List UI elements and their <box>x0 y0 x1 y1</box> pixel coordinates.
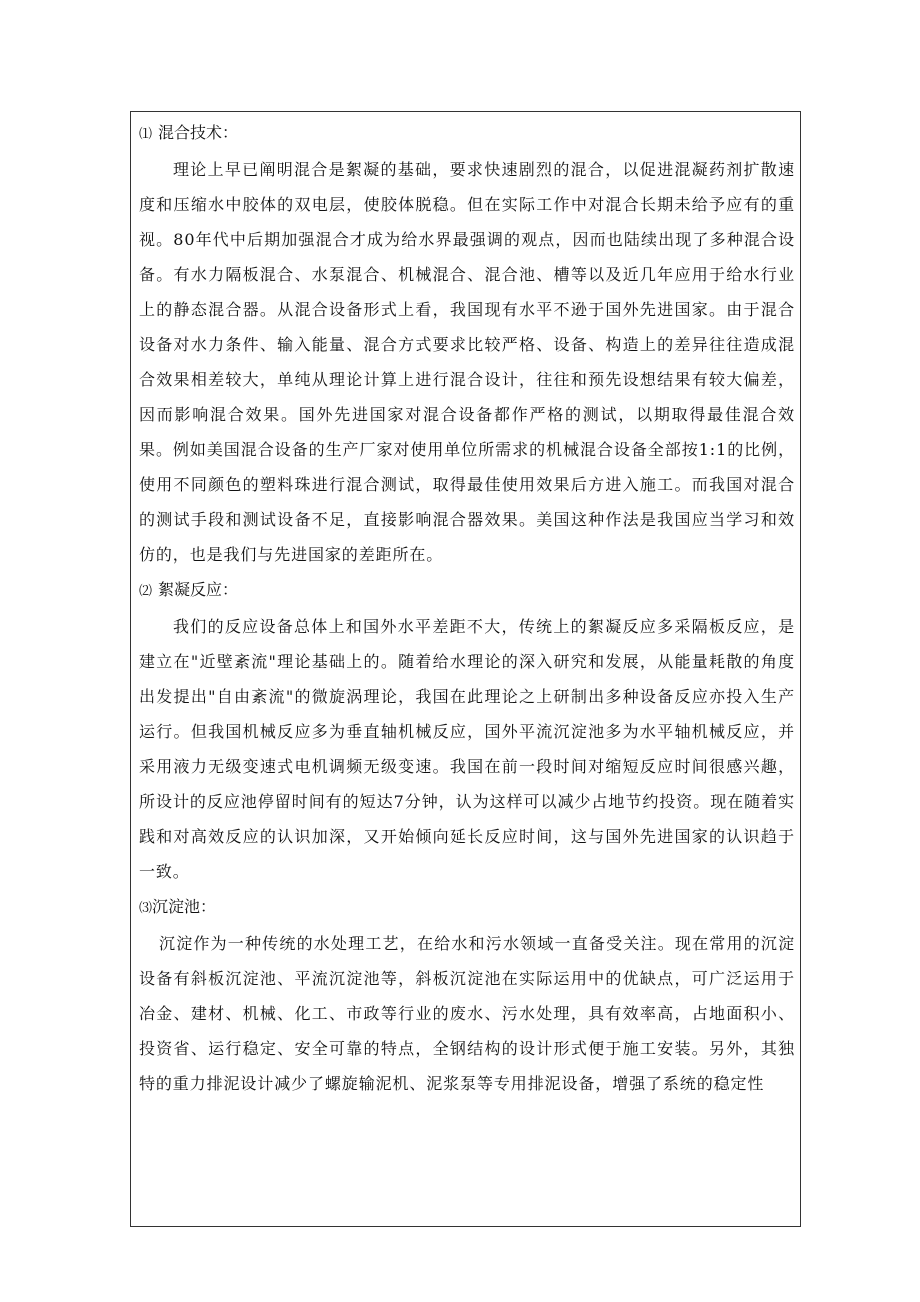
section-3-number: ⑶ <box>139 901 153 916</box>
document-frame <box>130 111 801 1227</box>
section-3-heading <box>139 889 795 926</box>
section-1-number: ⑴ <box>139 127 153 142</box>
document-content <box>139 115 795 1101</box>
section-2-paragraph: 我们的反应设备总体上和国外水平差距不大，传统上的絮凝反应多采隔板反应，是建立在"近壁紊流"理论基础上的。随着给水理论的深入研究和发展，从能量耗散的角度出发提出"自由紊流"的微旋涡理论，我国在此理论之上研制出多种设备反应亦投入生产运行。但我国机械反应多为垂直轴机械反应，国外平流沉淀池多为水平轴机械反应，并采用液力无级变速式电机调频无级变速。我国在前一段时间对缩短反应时间很感兴趣，所设计的反应池停留时间有的短达7分钟，认为这样可以减少占地节约投资。现在随着实践和对高效反应的认识加深，又开始倾向延长反应时间，这与国外先进国家的认识趋于一致。 <box>139 617 795 881</box>
section-2-heading <box>139 572 795 609</box>
section-1-paragraph: 理论上早已阐明混合是絮凝的基础，要求快速剧烈的混合，以促进混凝药剂扩散速度和压缩水中胶体的双电层，使胶体脱稳。但在实际工作中对混合长期未给予应有的重视。80年代中后期加强混合才成为给水界最强调的观点，因而也陆续出现了多种混合设备。有水力隔板混合、水泵混合、机械混合、混合池、槽等以及近几年应用于给水行业上的静态混合器。从混合设备形式上看，我国现有水平不逊于国外先进国家。由于混合设备对水力条件、输入能量、混合方式要求比较严格、设备、构造上的差异往往造成混合效果相差较大，单纯从理论计算上进行混合设计，往往和预先设想结果有较大偏差，因而影响混合效果。国外先进国家对混合设备都作严格的测试，以期取得最佳混合效果。例如美国混合设备的生产厂家对使用单位所需求的机械混合设备全部按1:1的比例，使用不同颜色的塑料珠进行混合测试，取得最佳使用效果后方进入施工。而我国对混合的测试手段和测试设备不足，直接影响混合器效果。美国这种作法是我国应当学习和效仿的，也是我们与先进国家的差距所在。 <box>139 160 795 564</box>
section-1-heading <box>139 115 795 152</box>
section-3-paragraph: 沉淀作为一种传统的水处理工艺，在给水和污水领域一直备受关注。现在常用的沉淀设备有斜板沉淀池、平流沉淀池等，斜板沉淀池在实际运用中的优缺点，可广泛运用于冶金、建材、机械、化工、市政等行业的废水、污水处理，具有效率高，占地面积小、投资省、运行稳定、安全可靠的特点，全钢结构的设计形式便于施工安装。另外，其独特的重力排泥设计减少了螺旋输泥机、泥浆泵等专用排泥设备，增强了系统的稳定性 <box>139 934 795 1093</box>
section-2-number: ⑵ <box>139 584 153 599</box>
section-2-title: 絮凝反应： <box>158 580 239 599</box>
section-3-title: 沉淀池： <box>152 897 217 916</box>
section-1-title: 混合技术： <box>158 123 239 142</box>
